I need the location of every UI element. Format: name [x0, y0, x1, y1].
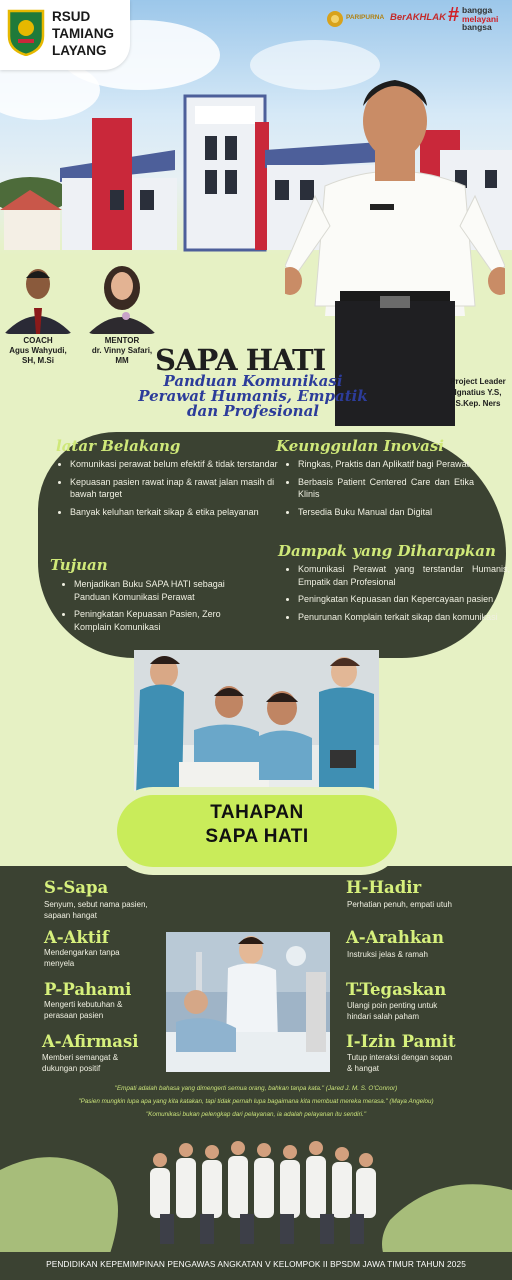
berakhlak-logo: BerAKHLAK [390, 12, 446, 23]
project-leader-caption: Project Leader Ignatius Y.S, S.Kep. Ners [450, 377, 506, 408]
list-item: • Penurunan Komplain terkait sikap dan komunikasi [298, 611, 510, 624]
mentor-caption: MENTOR dr. Vinny Safari, MM [91, 336, 153, 365]
step-desc: Mengerti kebutuhan & perasaan pasien [44, 1000, 123, 1020]
keunggulan-list [284, 458, 474, 523]
coach-photo [0, 258, 76, 334]
list-item: • Peningkatan Kepuasan dan Kepercayaan pasien [298, 593, 510, 606]
page-subtitle: Panduan Komunikasi Perawat Humanis, Empatik dan Profesional [138, 372, 368, 420]
nurse-patient-image [134, 650, 379, 795]
step-title: T-Tegaskan [346, 980, 447, 999]
step-title: A-Arahkan [346, 928, 444, 947]
list-item: • Komunikasi Perawat yang terstandar Humanis, Empatik dan Profesional [298, 563, 510, 588]
step-desc: Tutup interaksi dengan sopan & hangat [347, 1053, 453, 1073]
quote: "Pasien mungkin lupa apa yang kita katakan, tapi tidak pernah lupa bagaimana kita membuat mereka merasa." (Maya Angelou) [78, 1098, 434, 1105]
hashtag-icon: # [448, 4, 460, 26]
team-group-photo [140, 1128, 380, 1250]
hospital-logo-box [0, 0, 130, 70]
step-desc: Ulangi poin penting untuk hindari salah paham [347, 1001, 438, 1021]
step-desc: Mendengarkan tanpa menyela [44, 948, 120, 968]
keunggulan-heading: Keunggulan Inovasi [276, 437, 444, 455]
page-title: SAPA HATI [155, 343, 326, 377]
hospital-name: RSUD TAMIANG LAYANG [52, 9, 114, 58]
paripurna-label: PARIPURNA [346, 14, 385, 21]
step-title: A-Afirmasi [42, 1032, 139, 1051]
regency-shield-icon [6, 8, 46, 56]
step-desc: Senyum, sebut nama pasien, sapaan hangat [44, 900, 148, 920]
quote: "Komunikasi bukan pelengkap dari pelayanan, ia adalah pelayanan itu sendiri." [145, 1111, 367, 1118]
list-item: • Kepuasan pasien rawat inap & rawat jalan masih di bawah target [70, 476, 284, 501]
list-item: • Banyak keluhan terkait sikap & etika pelayanan [70, 506, 284, 519]
step-title: I-Izin Pamit [346, 1032, 456, 1051]
latar-belakang-list [56, 458, 284, 523]
step-title: H-Hadir [346, 878, 422, 897]
tahapan-title: TAHAPAN SAPA HATI [205, 802, 309, 847]
step-desc: Memberi semangat & dukungan positif [42, 1053, 119, 1073]
list-item: • Berbasis Patient Centered Care dan Etika Klinis [298, 476, 474, 501]
tujuan-heading: Tujuan [50, 556, 108, 574]
tujuan-list [60, 578, 252, 638]
badges-row [326, 6, 510, 36]
quote: "Empati adalah bahasa yang dimengerti semua orang, bahkan tanpa kata." (Jared J. M. S. O'Connor) [114, 1085, 398, 1092]
coach-caption: COACH Agus Wahyudi, SH, M.Si [9, 336, 67, 365]
paripurna-medal-icon [326, 10, 344, 28]
step-title: S-Sapa [44, 878, 109, 897]
step-desc: Perhatian penuh, empati utuh [347, 900, 452, 909]
list-item: • Tersedia Buku Manual dan Digital [298, 506, 474, 519]
dampak-heading: Dampak yang Diharapkan [278, 542, 496, 560]
step-title: P-Pahami [44, 980, 132, 999]
nurse-caring-image [166, 932, 330, 1072]
step-desc: Instruksi jelas & ramah [347, 950, 428, 959]
list-item: • Ringkas, Praktis dan Aplikatif bagi Perawat [298, 458, 474, 471]
list-item: • Komunikasi perawat belum efektif & tidak terstandar [70, 458, 284, 471]
mentor-photo [84, 258, 160, 334]
step-title: A-Aktif [44, 928, 109, 947]
footer-text: PENDIDIKAN KEPEMIMPINAN PENGAWAS ANGKATAN V KELOMPOK II BPSDM JAWA TIMUR TAHUN 2025 [46, 1259, 466, 1269]
latar-belakang-heading: latar Belakang [56, 437, 181, 455]
dampak-list [284, 563, 510, 628]
list-item: • Menjadikan Buku SAPA HATI sebagai Panduan Komunikasi Perawat [74, 578, 252, 603]
bangga-melayani-logo: bangga melayani bangsa [462, 5, 499, 33]
list-item: • Peningkatan Kepuasan Pasien, Zero Komplain Komunikasi [74, 608, 252, 633]
